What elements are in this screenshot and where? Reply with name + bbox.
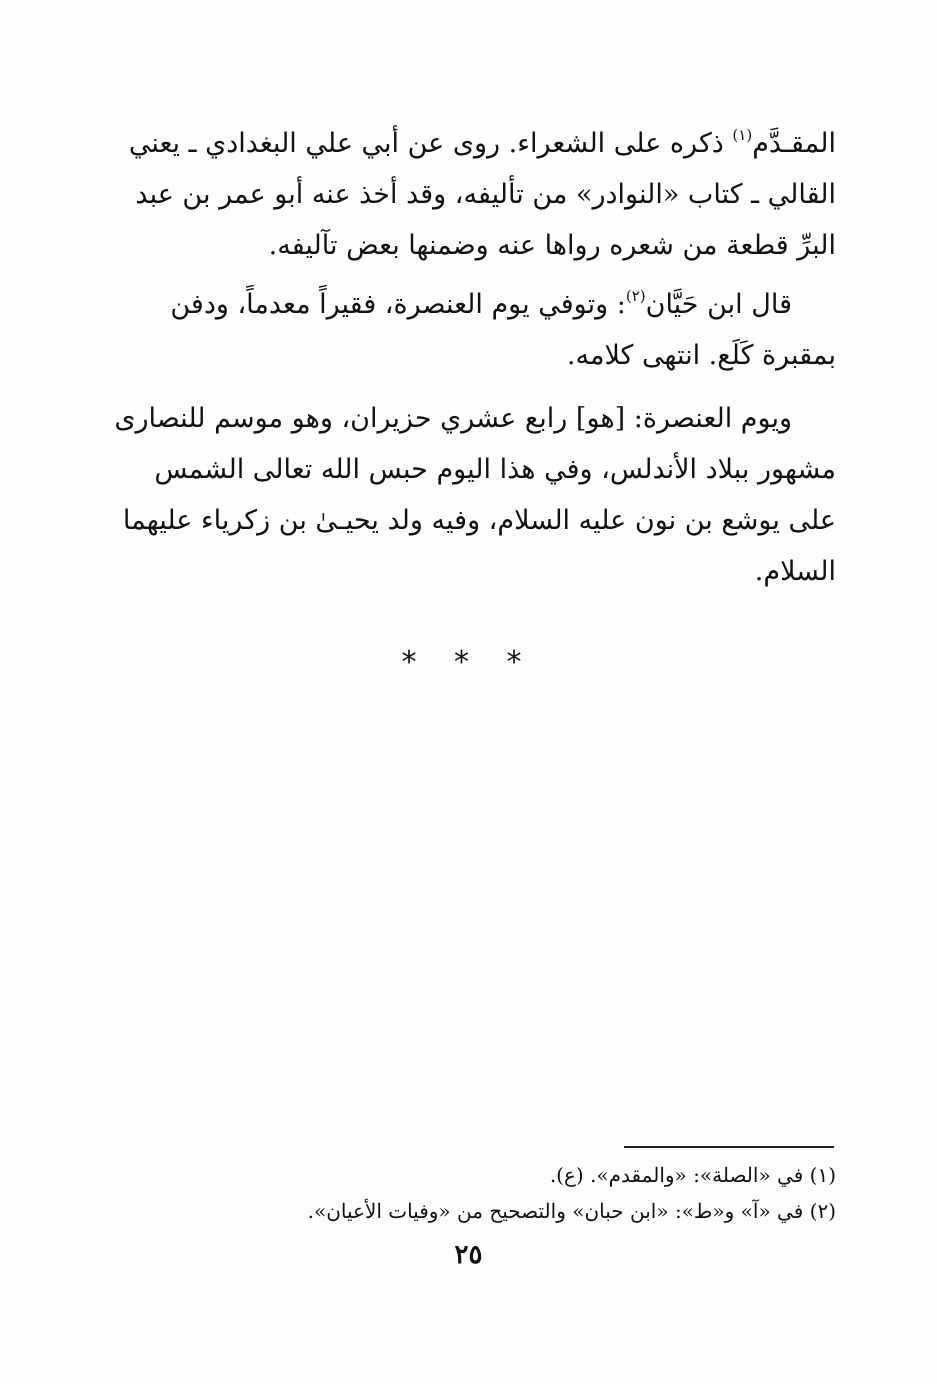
paragraph-2 [112,279,836,381]
footnote-2: (٢) في «آ» و«ط»: «ابن حبان» والتصحيح من «وفيات الأعيان». [307,1199,836,1223]
page-number: ٢٥ [454,1240,483,1270]
footnote-marker-2: (٢) [625,287,646,305]
paragraph-1-text-a: المقـدَّم [752,128,836,159]
footnote-1: (١) في «الصلة»: «والمقدم». (ع). [549,1163,836,1187]
main-text [112,118,836,597]
paragraph-2-text-b: : وتوفي يوم العنصرة، فقيراً معدماً، ودفن بمقبرة كَلَع. انتهى كلامه. [170,289,836,371]
section-separator: * * * [401,645,536,680]
paragraph-1 [112,118,836,271]
footnote-divider [624,1146,834,1148]
footnote-marker-1: (١) [732,126,753,144]
paragraph-2-text-a: قال ابن حَيَّان [645,289,792,320]
paragraph-1-text-b: ذكره على الشعراء. روى عن أبي علي البغدادي ـ يعني القالي ـ كتاب «النوادر» من تأليفه، وقد أخذ عنه أبو عمر بن عبد البرِّ قطعة من شعره رواها عنه وضمنها بعض تآليفه. [128,128,836,261]
paragraph-3: ويوم العنصرة: [هو] رابع عشري حزيران، وهو موسم للنصارى مشهور ببلاد الأندلس، وفي هذا اليوم حبس الله تعالى الشمس على يوشع بن نون عليه السلام، وفيه ولد يحيـىٰ بن زكرياء عليهما السلام. [114,403,836,587]
footnotes [112,1157,836,1229]
